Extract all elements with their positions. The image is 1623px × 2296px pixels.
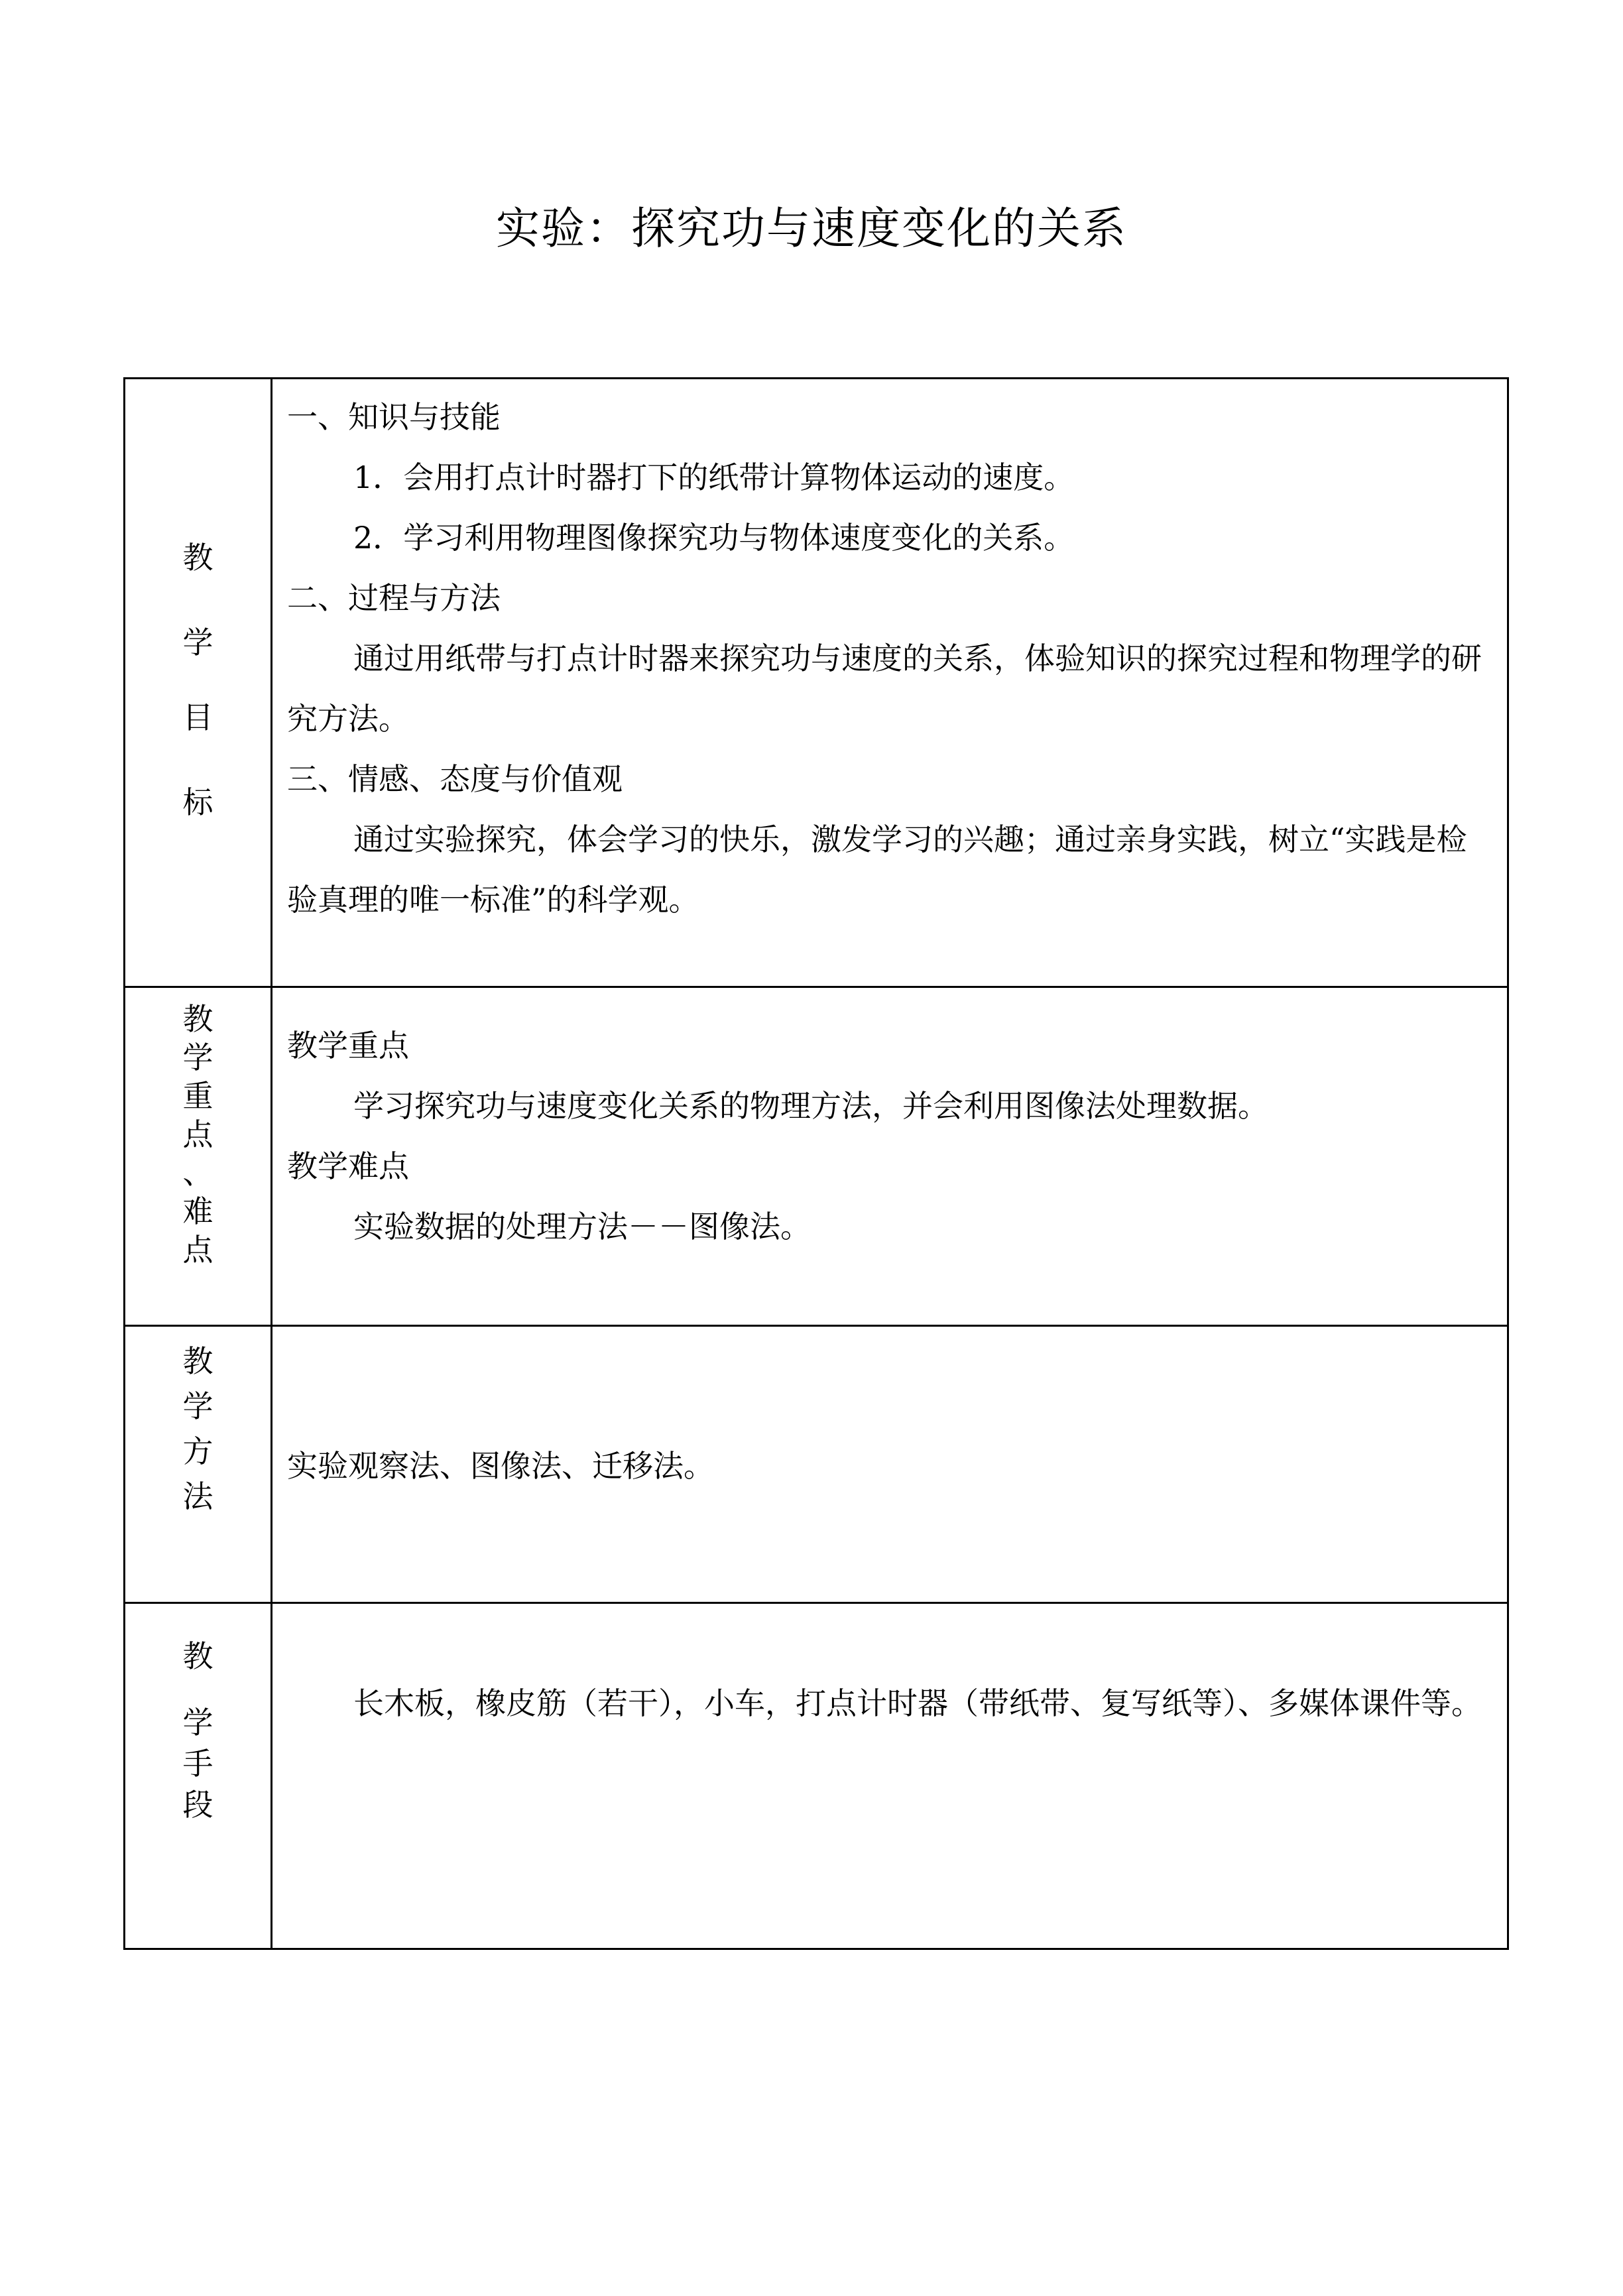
label-char: 手 — [182, 1746, 213, 1782]
methods-label-cell — [125, 1326, 272, 1603]
lesson-plan-table — [123, 377, 1509, 1950]
section-heading: 一、知识与技能 — [287, 399, 501, 435]
page-title: 实验：探究功与速度变化的关系 — [496, 203, 1127, 254]
label-char: 段 — [182, 1787, 213, 1823]
label-char: 学 — [182, 1388, 213, 1424]
section-heading: 三、情感、态度与价值观 — [287, 761, 623, 797]
label-char: 学 — [182, 1705, 213, 1740]
methods-label — [125, 1327, 270, 1519]
label-char: 、 — [182, 1155, 213, 1191]
key-points-content-cell — [272, 987, 1508, 1326]
paragraph: 通过实验探究，体会学习的快乐，激发学习的兴趣；通过亲身实践，树立“实践是检验真理的唯一标准”的科学观。 — [287, 821, 1467, 918]
paragraph: 实验观察法、图像法、迁移法。 — [287, 1448, 714, 1484]
label-char: 方 — [182, 1433, 213, 1469]
label-char: 教 — [182, 540, 213, 575]
label-char: 目 — [182, 699, 213, 735]
section-heading: 二、过程与方法 — [287, 580, 501, 616]
objectives-label — [125, 379, 270, 821]
label-char: 标 — [182, 784, 213, 820]
label-char: 教 — [182, 1343, 213, 1379]
label-char: 点 — [182, 1232, 213, 1268]
section-heading: 教学难点 — [287, 1148, 409, 1184]
table-row-methods — [125, 1326, 1508, 1603]
means-content-cell — [272, 1603, 1508, 1949]
list-item: 2．学习利用物理图像探究功与物体速度变化的关系。 — [353, 520, 1075, 556]
label-char: 难 — [182, 1193, 213, 1229]
section-heading: 教学重点 — [287, 1028, 409, 1063]
key-points-label-cell — [125, 987, 272, 1326]
means-label-cell — [125, 1603, 272, 1949]
objectives-label-cell — [125, 379, 272, 987]
table-row-objectives — [125, 379, 1508, 987]
label-char: 点 — [182, 1117, 213, 1152]
objectives-content-cell — [272, 379, 1508, 987]
label-char: 学 — [182, 1040, 213, 1075]
methods-content-cell — [272, 1326, 1508, 1603]
paragraph: 实验数据的处理方法－－图像法。 — [353, 1209, 811, 1244]
label-char: 法 — [182, 1479, 213, 1514]
table-row-key-points — [125, 987, 1508, 1326]
paragraph: 长木板，橡皮筋（若干），小车，打点计时器（带纸带、复写纸等）、多媒体课件等。 — [353, 1685, 1482, 1721]
label-char: 教 — [182, 1638, 213, 1674]
paragraph: 学习探究功与速度变化关系的物理方法，并会利用图像法处理数据。 — [353, 1088, 1268, 1124]
list-item: 1．会用打点计时器打下的纸带计算物体运动的速度。 — [353, 459, 1075, 495]
key-points-label — [125, 988, 270, 1269]
label-char: 重 — [182, 1078, 213, 1114]
table-row-means — [125, 1603, 1508, 1949]
paragraph: 通过用纸带与打点计时器来探究功与速度的关系，体验知识的探究过程和物理学的研究方法。 — [287, 640, 1482, 737]
label-char: 学 — [182, 625, 213, 660]
label-char: 教 — [182, 1001, 213, 1037]
means-label — [125, 1604, 270, 1824]
